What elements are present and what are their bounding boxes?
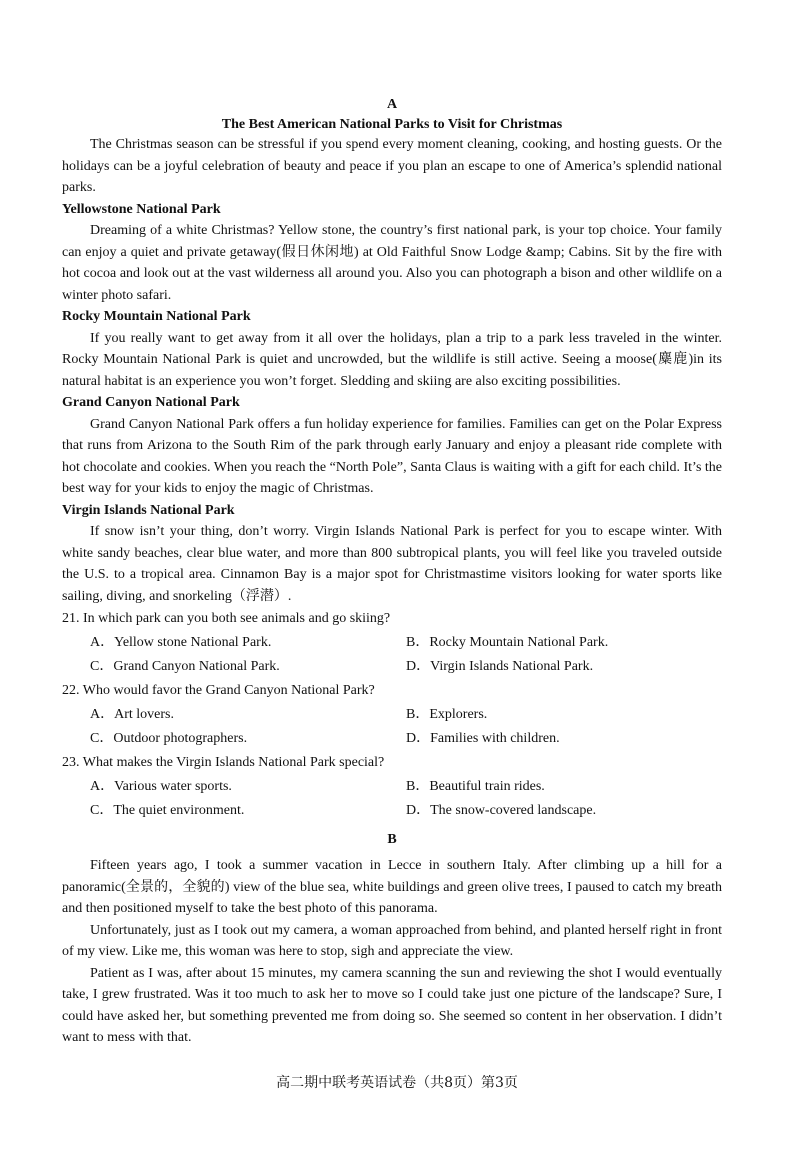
park-text-grand-canyon: Grand Canyon National Park offers a fun holiday experience for families. Families can get on the Polar Express that runs from Arizona to the South Rim of the park through early January and enjoy a pleasant ride complete with hot chocolate and cookies. When you reach the “North Pole”, Santa Claus is waiting with a gift for each child. It’s the best way for your kids to enjoy the magic of Christmas. bbox=[62, 416, 722, 496]
option-grid bbox=[62, 775, 722, 823]
option-grid bbox=[62, 703, 722, 751]
passage-title: The Best American National Parks to Visit for Christmas bbox=[221, 117, 563, 132]
section-b-paragraph-2: Unfortunately, just as I took out my camera, a woman approached from behind, and planted herself right in front of my view. Like me, this woman was here to stop, sigh and appreciate the view. bbox=[62, 922, 722, 959]
option-d[interactable]: D．Virgin Islands National Park. bbox=[406, 659, 594, 674]
option-c[interactable]: C．The quiet environment. bbox=[90, 803, 245, 818]
question-stem: 22. Who would favor the Grand Canyon National Park? bbox=[62, 683, 375, 698]
option-grid bbox=[62, 631, 722, 679]
section-b-paragraph-3: Patient as I was, after about 15 minutes, my camera scanning the sun and reviewing the shot I would eventually take, I grew frustrated. Was it too much to ask her to move so I could take just one picture of the landscape? Sure, I could have asked her, but something prevented me from doing so. She seemed so content in her observation. I didn’t want to mess with that. bbox=[62, 965, 722, 1045]
question-stem: 23. What makes the Virgin Islands National Park special? bbox=[62, 755, 385, 770]
question-23 bbox=[62, 751, 722, 823]
option-a[interactable]: A．Various water sports. bbox=[90, 779, 232, 794]
park-text-virgin-islands: If snow isn’t your thing, don’t worry. Virgin Islands National Park is perfect for you to escape winter. With white sandy beaches, clear blue water, and more than 800 subtropical plants, you will feel like you traveled outside the U.S. to a tropical area. Cinnamon Bay is a major spot for Christmastime visitors looking for water sports like sailing, diving, and snorkeling（浮潜）. bbox=[62, 524, 722, 604]
question-22 bbox=[62, 679, 722, 751]
park-heading-rocky-mountain: Rocky Mountain National Park bbox=[62, 309, 251, 324]
option-d[interactable]: D．Families with children. bbox=[406, 731, 560, 746]
option-b[interactable]: B．Rocky Mountain National Park. bbox=[406, 635, 609, 650]
page-content bbox=[62, 96, 722, 1049]
intro-paragraph: The Christmas season can be stressful if you spend every moment cleaning, cooking, and hosting guests. Or the holidays can be a joyful celebration of beauty and peace if you plan an escape to one of America’s splendid national parks. bbox=[62, 137, 722, 195]
park-heading-virgin-islands: Virgin Islands National Park bbox=[62, 502, 235, 518]
option-c[interactable]: C．Outdoor photographers. bbox=[90, 731, 248, 746]
question-stem: 21. In which park can you both see animals and go skiing? bbox=[62, 611, 391, 626]
page-footer: 高二期中联考英语试卷（共8页）第3页 bbox=[276, 1075, 518, 1091]
park-text-yellowstone: Dreaming of a white Christmas? Yellow stone, the country’s first national park, is your top choice. Your family can enjoy a quiet and private getaway(假日休闲地) at Old Faithful Snow Lodge &amp; Cabins. Sit by the fire with hot cocoa and look out at the vast wilderness all around you. Also you can photograph a bison and other wildlife on a winter photo safari. bbox=[62, 223, 722, 303]
option-a[interactable]: A．Art lovers. bbox=[90, 707, 174, 722]
option-d[interactable]: D．The snow-covered landscape. bbox=[406, 803, 597, 818]
option-c[interactable]: C．Grand Canyon National Park. bbox=[90, 659, 280, 674]
question-21 bbox=[62, 607, 722, 679]
park-heading-yellowstone: Yellowstone National Park bbox=[62, 201, 221, 217]
park-heading-grand-canyon: Grand Canyon National Park bbox=[62, 395, 240, 410]
section-a-letter: A bbox=[386, 97, 398, 112]
section-b-letter: B bbox=[387, 832, 397, 847]
park-text-rocky-mountain: If you really want to get away from it all over the holidays, plan a trip to a park less traveled in the winter. Rocky Mountain National Park is quiet and uncrowded, but the wildlife is still active. Seeing a moose(麋鹿)in its natural habitat is an experience you won’t forget. Sledding and skiing are also exciting possibilities. bbox=[62, 330, 722, 389]
option-b[interactable]: B．Beautiful train rides. bbox=[406, 779, 545, 794]
section-b-paragraph-1: Fifteen years ago, I took a summer vacation in Lecce in southern Italy. After climbing up a hill for a panoramic(全景的，全貌的) view of the blue sea, white buildings and green olive trees, I paused to catch my breath and then positioned myself to take the best photo of this panorama. bbox=[62, 858, 722, 916]
option-a[interactable]: A．Yellow stone National Park. bbox=[90, 635, 272, 650]
option-b[interactable]: B．Explorers. bbox=[406, 707, 488, 722]
